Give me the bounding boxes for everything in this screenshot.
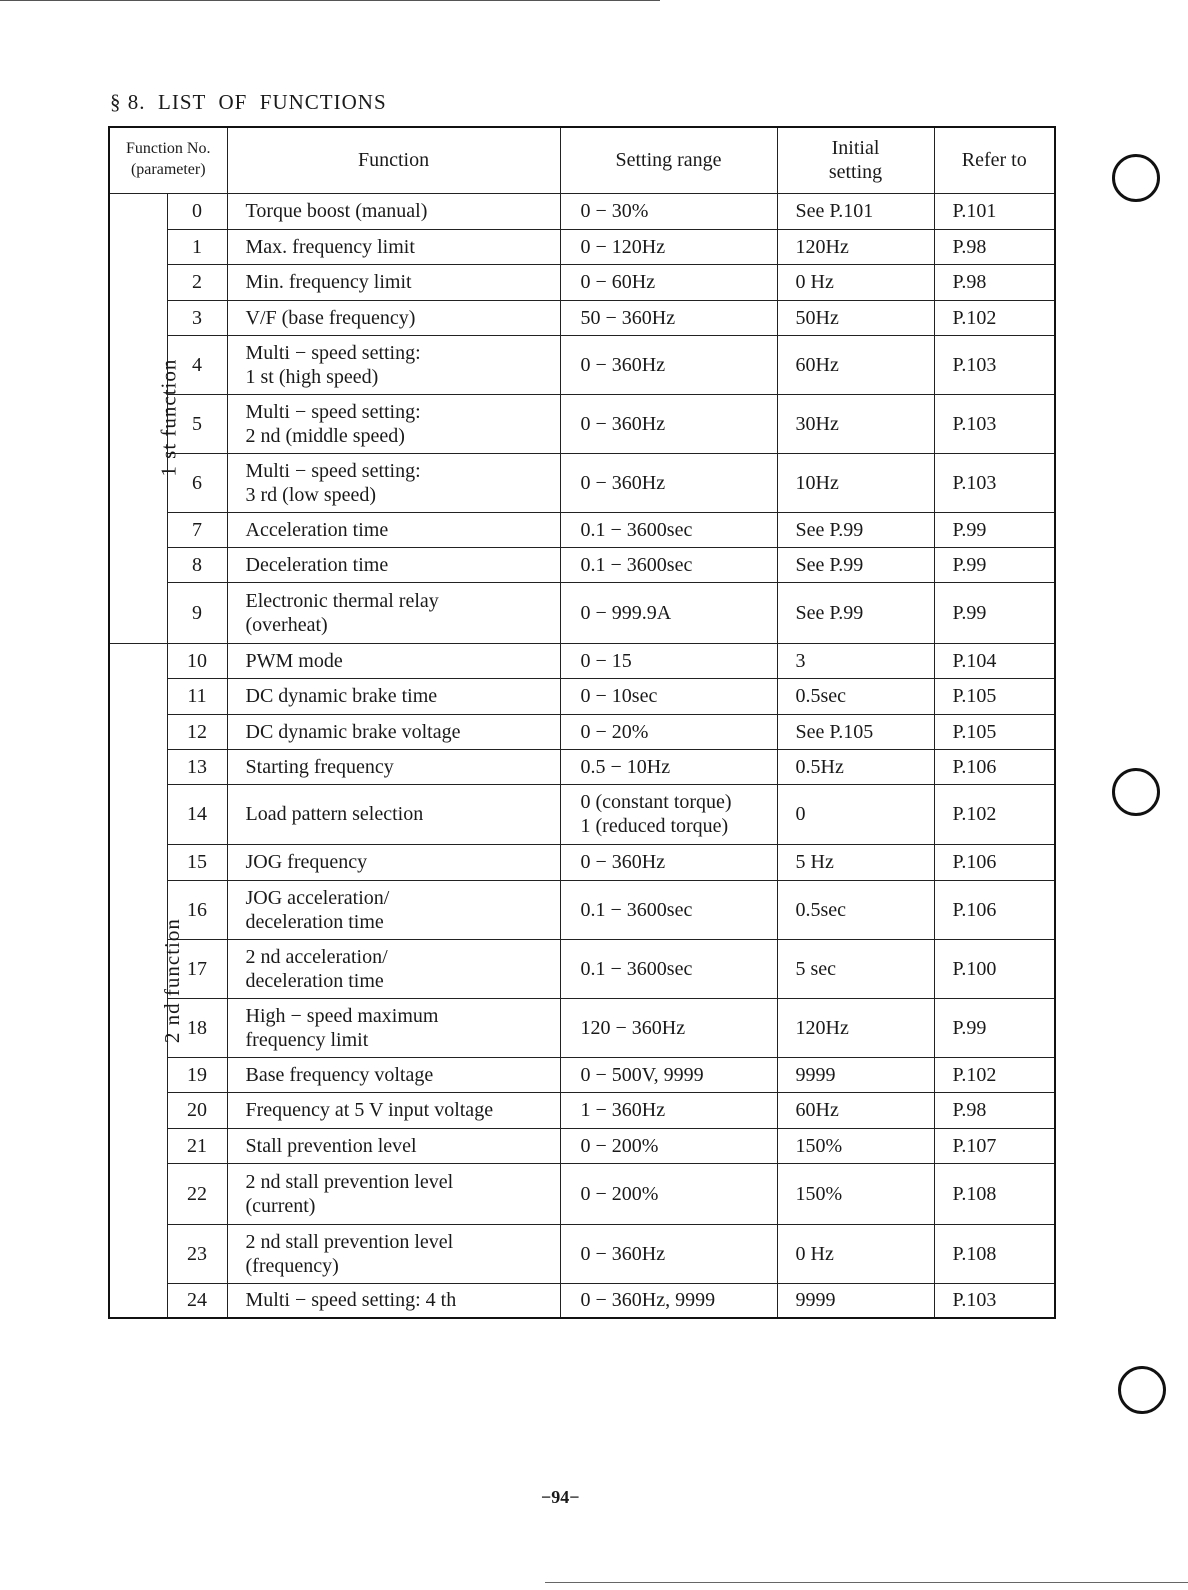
cell-function: Electronic thermal relay (overheat) xyxy=(227,582,560,643)
cell-refer-to: P.100 xyxy=(934,939,1055,998)
cell-setting-range: 0.1 − 3600sec xyxy=(560,512,777,547)
cell-function: JOG acceleration/ deceleration time xyxy=(227,880,560,939)
header-function-no: Function No. (parameter) xyxy=(109,127,227,193)
cell-function: Multi − speed setting: 3 rd (low speed) xyxy=(227,453,560,512)
cell-refer-to: P.99 xyxy=(934,512,1055,547)
cell-initial-setting: 5 Hz xyxy=(777,844,934,880)
binder-hole-bottom xyxy=(1118,1366,1166,1414)
cell-function-no: 7 xyxy=(167,512,227,547)
cell-refer-to: P.107 xyxy=(934,1128,1055,1163)
cell-setting-range: 0 − 120Hz xyxy=(560,229,777,264)
table-row xyxy=(109,998,1055,1057)
cell-function: 2 nd acceleration/ deceleration time xyxy=(227,939,560,998)
table-row xyxy=(109,1224,1055,1283)
header-setting-range: Setting range xyxy=(560,127,777,193)
table-row xyxy=(109,880,1055,939)
table-row xyxy=(109,643,1055,678)
cell-initial-setting: 120Hz xyxy=(777,229,934,264)
cell-function-no: 10 xyxy=(167,643,227,678)
table-row xyxy=(109,512,1055,547)
table-row xyxy=(109,784,1055,844)
cell-function-no: 21 xyxy=(167,1128,227,1163)
cell-function: Starting frequency xyxy=(227,749,560,784)
cell-function: High − speed maximum frequency limit xyxy=(227,998,560,1057)
cell-setting-range: 0.1 − 3600sec xyxy=(560,547,777,582)
page-number: −94− xyxy=(541,1487,580,1507)
cell-refer-to: P.103 xyxy=(934,394,1055,453)
table-row xyxy=(109,1163,1055,1224)
cell-function-no: 13 xyxy=(167,749,227,784)
cell-setting-range: 0 − 999.9A xyxy=(560,582,777,643)
cell-setting-range: 0 − 500V, 9999 xyxy=(560,1057,777,1092)
cell-function: PWM mode xyxy=(227,643,560,678)
cell-function: Multi − speed setting: 2 nd (middle speed) xyxy=(227,394,560,453)
table-row xyxy=(109,300,1055,335)
cell-function-no: 20 xyxy=(167,1092,227,1128)
cell-function-no: 9 xyxy=(167,582,227,643)
table-row xyxy=(109,714,1055,749)
cell-refer-to: P.106 xyxy=(934,880,1055,939)
cell-initial-setting: See P.101 xyxy=(777,193,934,229)
table-row xyxy=(109,1092,1055,1128)
cell-initial-setting: 30Hz xyxy=(777,394,934,453)
cell-refer-to: P.103 xyxy=(934,453,1055,512)
table-row xyxy=(109,394,1055,453)
cell-refer-to: P.99 xyxy=(934,547,1055,582)
cell-setting-range: 0 − 360Hz xyxy=(560,453,777,512)
cell-setting-range: 1 − 360Hz xyxy=(560,1092,777,1128)
cell-initial-setting: See P.99 xyxy=(777,512,934,547)
cell-function: 2 nd stall prevention level (current) xyxy=(227,1163,560,1224)
cell-setting-range: 0 − 200% xyxy=(560,1163,777,1224)
cell-refer-to: P.103 xyxy=(934,335,1055,394)
table-row xyxy=(109,453,1055,512)
table-row xyxy=(109,749,1055,784)
cell-setting-range: 0 (constant torque) 1 (reduced torque) xyxy=(560,784,777,844)
cell-refer-to: P.104 xyxy=(934,643,1055,678)
cell-function: Multi − speed setting: 4 th xyxy=(227,1283,560,1318)
table-row xyxy=(109,335,1055,394)
cell-setting-range: 120 − 360Hz xyxy=(560,998,777,1057)
cell-initial-setting: 0.5sec xyxy=(777,678,934,714)
cell-function: DC dynamic brake voltage xyxy=(227,714,560,749)
cell-function: Multi − speed setting: 1 st (high speed) xyxy=(227,335,560,394)
cell-function-no: 23 xyxy=(167,1224,227,1283)
cell-function-no: 14 xyxy=(167,784,227,844)
cell-initial-setting: 150% xyxy=(777,1163,934,1224)
cell-function: Torque boost (manual) xyxy=(227,193,560,229)
group-second-label: 2 nd function xyxy=(159,917,184,1043)
cell-refer-to: P.98 xyxy=(934,229,1055,264)
cell-refer-to: P.105 xyxy=(934,714,1055,749)
cell-setting-range: 0 − 200% xyxy=(560,1128,777,1163)
cell-function-no: 4 xyxy=(167,335,227,394)
table-row xyxy=(109,264,1055,300)
cell-function-no: 11 xyxy=(167,678,227,714)
cell-initial-setting: 0 xyxy=(777,784,934,844)
functions-table xyxy=(108,126,1056,1319)
cell-initial-setting: 150% xyxy=(777,1128,934,1163)
cell-initial-setting: 9999 xyxy=(777,1057,934,1092)
cell-function: Min. frequency limit xyxy=(227,264,560,300)
cell-refer-to: P.98 xyxy=(934,1092,1055,1128)
cell-function-no: 16 xyxy=(167,880,227,939)
cell-function-no: 1 xyxy=(167,229,227,264)
cell-setting-range: 0 − 60Hz xyxy=(560,264,777,300)
table-body xyxy=(109,193,1055,1318)
cell-initial-setting: See P.99 xyxy=(777,547,934,582)
cell-initial-setting: 60Hz xyxy=(777,1092,934,1128)
cell-function: DC dynamic brake time xyxy=(227,678,560,714)
cell-setting-range: 0 − 30% xyxy=(560,193,777,229)
table-row xyxy=(109,678,1055,714)
cell-setting-range: 0 − 360Hz, 9999 xyxy=(560,1283,777,1318)
header-initial-setting: Initial setting xyxy=(777,127,934,193)
cell-function: Stall prevention level xyxy=(227,1128,560,1163)
header-row xyxy=(109,127,1055,193)
cell-initial-setting: 120Hz xyxy=(777,998,934,1057)
cell-function-no: 2 xyxy=(167,264,227,300)
cell-function: Acceleration time xyxy=(227,512,560,547)
cell-function: Load pattern selection xyxy=(227,784,560,844)
cell-initial-setting: 5 sec xyxy=(777,939,934,998)
cell-setting-range: 0.1 − 3600sec xyxy=(560,939,777,998)
cell-refer-to: P.106 xyxy=(934,844,1055,880)
cell-refer-to: P.105 xyxy=(934,678,1055,714)
cell-initial-setting: 0 Hz xyxy=(777,264,934,300)
cell-setting-range: 0 − 360Hz xyxy=(560,1224,777,1283)
cell-function-no: 5 xyxy=(167,394,227,453)
cell-function: 2 nd stall prevention level (frequency) xyxy=(227,1224,560,1283)
cell-initial-setting: 60Hz xyxy=(777,335,934,394)
cell-refer-to: P.102 xyxy=(934,784,1055,844)
cell-function-no: 17 xyxy=(167,939,227,998)
cell-function: V/F (base frequency) xyxy=(227,300,560,335)
cell-refer-to: P.99 xyxy=(934,998,1055,1057)
group-first-label: 1 st function xyxy=(156,359,181,477)
cell-function-no: 6 xyxy=(167,453,227,512)
cell-initial-setting: 0.5Hz xyxy=(777,749,934,784)
table-row xyxy=(109,547,1055,582)
group-second-function xyxy=(109,643,184,1318)
cell-initial-setting: 10Hz xyxy=(777,453,934,512)
cell-function-no: 19 xyxy=(167,1057,227,1092)
cell-function-no: 3 xyxy=(167,300,227,335)
binder-hole-top xyxy=(1112,154,1160,202)
cell-refer-to: P.101 xyxy=(934,193,1055,229)
cell-function: Base frequency voltage xyxy=(227,1057,560,1092)
cell-function: Deceleration time xyxy=(227,547,560,582)
cell-refer-to: P.108 xyxy=(934,1163,1055,1224)
cell-setting-range: 0 − 15 xyxy=(560,643,777,678)
cell-refer-to: P.102 xyxy=(934,300,1055,335)
cell-refer-to: P.99 xyxy=(934,582,1055,643)
cell-refer-to: P.102 xyxy=(934,1057,1055,1092)
cell-function-no: 8 xyxy=(167,547,227,582)
cell-function-no: 15 xyxy=(167,844,227,880)
table-row xyxy=(109,1128,1055,1163)
cell-function-no: 24 xyxy=(167,1283,227,1318)
bottom-scan-rule xyxy=(545,1582,1188,1583)
binder-hole-middle xyxy=(1112,768,1160,816)
cell-initial-setting: 0 Hz xyxy=(777,1224,934,1283)
cell-initial-setting: 9999 xyxy=(777,1283,934,1318)
cell-setting-range: 50 − 360Hz xyxy=(560,300,777,335)
section-title: § 8. LIST OF FUNCTIONS xyxy=(110,90,387,114)
cell-setting-range: 0 − 360Hz xyxy=(560,394,777,453)
cell-function-no: 0 xyxy=(167,193,227,229)
table-row xyxy=(109,1283,1055,1318)
cell-setting-range: 0.5 − 10Hz xyxy=(560,749,777,784)
cell-initial-setting: See P.105 xyxy=(777,714,934,749)
cell-initial-setting: 3 xyxy=(777,643,934,678)
group-first-function xyxy=(109,193,181,643)
table-row xyxy=(109,1057,1055,1092)
table-row xyxy=(109,229,1055,264)
cell-function: Max. frequency limit xyxy=(227,229,560,264)
header-function: Function xyxy=(227,127,560,193)
top-scan-rule xyxy=(0,0,660,1)
header-refer-to: Refer to xyxy=(934,127,1055,193)
cell-refer-to: P.106 xyxy=(934,749,1055,784)
cell-function-no: 22 xyxy=(167,1163,227,1224)
cell-initial-setting: 50Hz xyxy=(777,300,934,335)
table-row xyxy=(109,844,1055,880)
cell-setting-range: 0 − 360Hz xyxy=(560,844,777,880)
cell-refer-to: P.98 xyxy=(934,264,1055,300)
table-row xyxy=(109,193,1055,229)
cell-setting-range: 0 − 10sec xyxy=(560,678,777,714)
cell-function-no: 12 xyxy=(167,714,227,749)
cell-initial-setting: 0.5sec xyxy=(777,880,934,939)
cell-refer-to: P.108 xyxy=(934,1224,1055,1283)
cell-function-no: 18 xyxy=(167,998,227,1057)
table-row xyxy=(109,582,1055,643)
cell-setting-range: 0.1 − 3600sec xyxy=(560,880,777,939)
cell-initial-setting: See P.99 xyxy=(777,582,934,643)
cell-setting-range: 0 − 360Hz xyxy=(560,335,777,394)
table-row xyxy=(109,939,1055,998)
cell-refer-to: P.103 xyxy=(934,1283,1055,1318)
cell-setting-range: 0 − 20% xyxy=(560,714,777,749)
cell-function: JOG frequency xyxy=(227,844,560,880)
cell-function: Frequency at 5 V input voltage xyxy=(227,1092,560,1128)
